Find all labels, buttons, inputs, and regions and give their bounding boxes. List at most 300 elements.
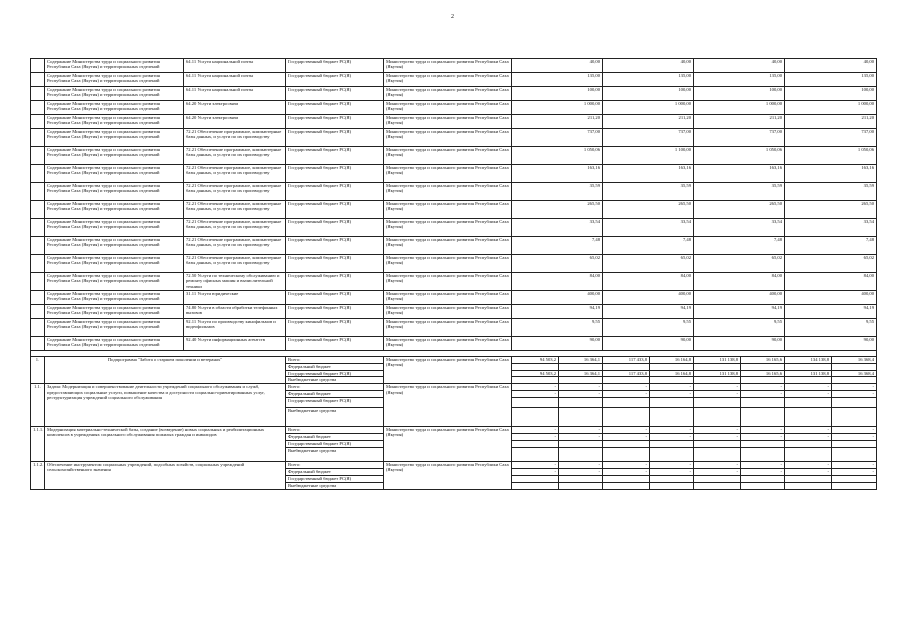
- amount-2013: 65,02: [603, 255, 694, 273]
- measure-amount: -: [785, 433, 832, 440]
- task-amount: -: [741, 390, 785, 397]
- amount-2012: 135,00: [512, 73, 603, 87]
- subprogram-amount: [741, 363, 785, 370]
- okved-cell: 72.50 Услуги по техническому обслуживанию и ремонту офисных машин и вычислительной техники: [184, 273, 286, 291]
- expense-row: [31, 59, 877, 73]
- measure-amount: -: [741, 426, 785, 433]
- measure-amount: -: [694, 461, 741, 468]
- measure-amount: [559, 475, 603, 482]
- customer-cell: Министерство труда и социального развития Республики Саха (Якутия): [384, 201, 512, 219]
- amount-2015: 84,00: [785, 273, 877, 291]
- task-amount: [650, 407, 694, 426]
- customer-cell: Министерство труда и социального развития Республики Саха (Якутия): [384, 165, 512, 183]
- index-cell: [31, 183, 45, 201]
- measure-amount: [512, 475, 559, 482]
- fund-label: Внебюджетные средства: [286, 447, 384, 461]
- measure-row: [31, 461, 877, 468]
- measure-amount: [559, 447, 603, 461]
- amount-2015: 265,50: [785, 201, 877, 219]
- expense-row: [31, 291, 877, 305]
- amount-2015: 400,00: [785, 291, 877, 305]
- measure-amount: [741, 482, 785, 489]
- amount-2012: 65,02: [512, 255, 603, 273]
- measure-amount: -: [650, 461, 694, 468]
- expense-row: [31, 201, 877, 219]
- task-number: 1.1.: [31, 384, 45, 427]
- measure-number: 1.1.2.: [31, 461, 45, 489]
- customer-cell: Министерство труда и социального развития Республики Саха (Якутия): [384, 101, 512, 115]
- subprogram-amount: [650, 363, 694, 370]
- amount-2015: 211,20: [785, 115, 877, 129]
- amount-2014: 265,50: [694, 201, 785, 219]
- amount-2012: 33,54: [512, 219, 603, 237]
- customer-cell: Министерство труда и социального развития Республики Саха (Якутия): [384, 426, 512, 461]
- okved-cell: 31.11 Услуги юридические: [184, 291, 286, 305]
- amount-2012: 35,59: [512, 183, 603, 201]
- index-cell: [31, 237, 45, 255]
- index-cell: [31, 165, 45, 183]
- amount-2015: 33,54: [785, 219, 877, 237]
- subprogram-amount: 94 503,2: [512, 357, 559, 364]
- expense-row: [31, 219, 877, 237]
- subprogram-amount: 131 138,8: [694, 357, 741, 364]
- subprogram-amount: [694, 363, 741, 370]
- executor-cell: Содержание Министерства труда и социального развития Республики Саха (Якутия) и территориальных отделений: [45, 59, 184, 73]
- measure-amount: -: [559, 426, 603, 433]
- measure-amount: -: [650, 468, 694, 475]
- task-amount: -: [650, 384, 694, 391]
- customer-cell: Министерство труда и социального развития Республики Саха (Якутия): [384, 337, 512, 351]
- measure-amount: -: [694, 433, 741, 440]
- task-amount: -: [603, 390, 650, 397]
- expense-row: [31, 237, 877, 255]
- amount-2012: 94,19: [512, 305, 603, 319]
- measure-amount: -: [512, 433, 559, 440]
- task-amount: [603, 397, 650, 407]
- executor-cell: Содержание Министерства труда и социального развития Республики Саха (Якутия) и территориальных отделений: [45, 305, 184, 319]
- customer-cell: Министерство труда и социального развития Республики Саха (Якутия): [384, 219, 512, 237]
- okved-cell: 74.80 Услуги в области обработки телефонных вызовов: [184, 305, 286, 319]
- task-amount: [559, 407, 603, 426]
- task-amount: [603, 407, 650, 426]
- amount-2015: 94,19: [785, 305, 877, 319]
- amount-2014: 737,00: [694, 129, 785, 147]
- measure-amount: [832, 447, 877, 461]
- measure-number: 1.1.1.: [31, 426, 45, 461]
- measure-amount: -: [694, 426, 741, 433]
- task-amount: -: [512, 390, 559, 397]
- funding-source-cell: Государственный бюджет РС(Я): [286, 115, 384, 129]
- amount-2012: 737,00: [512, 129, 603, 147]
- amount-2015: 1 000,00: [785, 101, 877, 115]
- index-cell: [31, 73, 45, 87]
- expense-row: [31, 101, 877, 115]
- funding-source-cell: Государственный бюджет РС(Я): [286, 183, 384, 201]
- index-cell: [31, 255, 45, 273]
- executor-cell: Содержание Министерства труда и социального развития Республики Саха (Якутия) и территориальных отделений: [45, 237, 184, 255]
- task-amount: [694, 407, 741, 426]
- amount-2014: 65,02: [694, 255, 785, 273]
- subprogram-amount: [832, 377, 877, 384]
- measure-amount: [512, 440, 559, 447]
- amount-2014: 35,59: [694, 183, 785, 201]
- okved-cell: 92.11 Услуги по производству кинофильмов и видеофильмов: [184, 319, 286, 337]
- subprogram-amount: [650, 377, 694, 384]
- task-amount: [832, 407, 877, 426]
- measure-amount: [785, 447, 832, 461]
- subprogram-amount: 134 138,8: [785, 357, 832, 364]
- measure-amount: [603, 475, 650, 482]
- amount-2012: 163,16: [512, 165, 603, 183]
- measure-amount: -: [694, 468, 741, 475]
- okved-cell: 72.21 Обеспечение программное, компьютерные базы данных, и услуги по их производству: [184, 237, 286, 255]
- measure-amount: [512, 447, 559, 461]
- measure-amount: [559, 482, 603, 489]
- executor-cell: Содержание Министерства труда и социального развития Республики Саха (Якутия) и территориальных отделений: [45, 183, 184, 201]
- amount-2014: 100,00: [694, 87, 785, 101]
- customer-cell: Министерство труда и социального развития Республики Саха (Якутия): [384, 291, 512, 305]
- subprogram-amount: 16 364,1: [559, 370, 603, 377]
- amount-2014: 33,54: [694, 219, 785, 237]
- amount-2012: 9,55: [512, 319, 603, 337]
- subprogram-amount: 94 503,2: [512, 370, 559, 377]
- fund-label: Федеральный бюджет: [286, 363, 384, 370]
- customer-cell: Министерство труда и социального развития Республики Саха (Якутия): [384, 273, 512, 291]
- amount-2013: 400,00: [603, 291, 694, 305]
- index-cell: [31, 273, 45, 291]
- executor-cell: Содержание Министерства труда и социального развития Республики Саха (Якутия) и территориальных отделений: [45, 319, 184, 337]
- amount-2014: 90,00: [694, 337, 785, 351]
- measure-amount: [512, 482, 559, 489]
- amount-2013: 90,00: [603, 337, 694, 351]
- amount-2015: 1 050,06: [785, 147, 877, 165]
- task-amount: [512, 397, 559, 407]
- funding-source-cell: Государственный бюджет РС(Я): [286, 337, 384, 351]
- amount-2014: 40,00: [694, 59, 785, 73]
- subprogram-amount: [785, 363, 832, 370]
- task-amount: [512, 407, 559, 426]
- fund-label: Государственный бюджет РС(Я): [286, 370, 384, 377]
- measure-amount: [650, 482, 694, 489]
- executor-cell: Содержание Министерства труда и социального развития Республики Саха (Якутия) и территориальных отделений: [45, 129, 184, 147]
- amount-2012: 1 050,06: [512, 147, 603, 165]
- measure-amount: -: [650, 426, 694, 433]
- measure-amount: -: [559, 468, 603, 475]
- measure-amount: [694, 440, 741, 447]
- customer-cell: Министерство труда и социального развития Республики Саха (Якутия): [384, 319, 512, 337]
- measure-title: Обеспечение инструментом социальных учреждений, подсобных хозяйств, социальных учреждений сельскохозяйственного значения: [45, 461, 286, 489]
- executor-cell: Содержание Министерства труда и социального развития Республики Саха (Якутия) и территориальных отделений: [45, 165, 184, 183]
- expense-row: [31, 305, 877, 319]
- amount-2013: 100,00: [603, 87, 694, 101]
- measure-amount: -: [559, 461, 603, 468]
- measure-amount: [741, 475, 785, 482]
- subprogram-amount: [559, 363, 603, 370]
- fund-label: Всего:: [286, 461, 384, 468]
- measure-amount: -: [741, 433, 785, 440]
- amount-2014: 1 050,06: [694, 147, 785, 165]
- fund-label: Федеральный бюджет: [286, 390, 384, 397]
- amount-2014: 94,19: [694, 305, 785, 319]
- funding-source-cell: Государственный бюджет РС(Я): [286, 165, 384, 183]
- okved-cell: 72.21 Обеспечение программное, компьютерные базы данных, и услуги по их производству: [184, 129, 286, 147]
- customer-cell: Министерство труда и социального развития Республики Саха (Якутия): [384, 237, 512, 255]
- customer-cell: Министерство труда и социального развития Республики Саха (Якутия): [384, 59, 512, 73]
- customer-cell: Министерство труда и социального развития Республики Саха (Якутия): [384, 255, 512, 273]
- funding-source-cell: Государственный бюджет РС(Я): [286, 101, 384, 115]
- fund-label: Федеральный бюджет: [286, 468, 384, 475]
- okved-cell: 64.20 Услуги электросвязи: [184, 101, 286, 115]
- amount-2014: 7,48: [694, 237, 785, 255]
- amount-2013: 7,48: [603, 237, 694, 255]
- amount-2014: 84,00: [694, 273, 785, 291]
- task-amount: -: [512, 384, 559, 391]
- amount-2012: 1 000,00: [512, 101, 603, 115]
- measure-amount: -: [559, 433, 603, 440]
- task-amount: -: [603, 384, 650, 391]
- expense-row: [31, 73, 877, 87]
- amount-2015: 90,00: [785, 337, 877, 351]
- amount-2014: 1 000,00: [694, 101, 785, 115]
- expense-row: [31, 147, 877, 165]
- customer-cell: Министерство труда и социального развития Республики Саха (Якутия): [384, 129, 512, 147]
- fund-label: Государственный бюджет РС(Я): [286, 397, 384, 407]
- measure-amount: -: [603, 461, 650, 468]
- measure-amount: [694, 482, 741, 489]
- expense-row: [31, 255, 877, 273]
- expense-row: [31, 165, 877, 183]
- subprogram-amount: [512, 363, 559, 370]
- funding-source-cell: Государственный бюджет РС(Я): [286, 201, 384, 219]
- task-amount: -: [832, 390, 877, 397]
- funding-source-cell: Государственный бюджет РС(Я): [286, 147, 384, 165]
- task-amount: -: [694, 384, 741, 391]
- amount-2013: 33,54: [603, 219, 694, 237]
- funding-source-cell: Государственный бюджет РС(Я): [286, 255, 384, 273]
- index-cell: [31, 115, 45, 129]
- subprogram-amount: [603, 377, 650, 384]
- amount-2013: 84,00: [603, 273, 694, 291]
- funding-source-cell: Государственный бюджет РС(Я): [286, 319, 384, 337]
- subprogram-amount: [832, 363, 877, 370]
- funding-source-cell: Государственный бюджет РС(Я): [286, 291, 384, 305]
- task-amount: [741, 407, 785, 426]
- okved-cell: 92.40 Услуги информационных агентств: [184, 337, 286, 351]
- measure-amount: [603, 482, 650, 489]
- measure-amount: [603, 440, 650, 447]
- measure-amount: -: [512, 461, 559, 468]
- index-cell: [31, 219, 45, 237]
- amount-2013: 94,19: [603, 305, 694, 319]
- executor-cell: Содержание Министерства труда и социального развития Республики Саха (Якутия) и территориальных отделений: [45, 101, 184, 115]
- amount-2013: 9,55: [603, 319, 694, 337]
- okved-cell: 64.11 Услуги национальной почты: [184, 87, 286, 101]
- amount-2015: 135,00: [785, 73, 877, 87]
- amount-2015: 65,02: [785, 255, 877, 273]
- funding-source-cell: Государственный бюджет РС(Я): [286, 237, 384, 255]
- measure-amount: [832, 482, 877, 489]
- measure-amount: -: [832, 433, 877, 440]
- amount-2015: 7,48: [785, 237, 877, 255]
- measure-amount: [650, 475, 694, 482]
- task-amount: [694, 397, 741, 407]
- task-amount: -: [559, 390, 603, 397]
- executor-cell: Содержание Министерства труда и социального развития Республики Саха (Якутия) и территориальных отделений: [45, 291, 184, 305]
- subprogram-amount: 117 433,8: [603, 370, 650, 377]
- subprogram-amount: 16 364,1: [559, 357, 603, 364]
- customer-cell: Министерство труда и социального развития Республики Саха (Якутия): [384, 87, 512, 101]
- amount-2013: 737,00: [603, 129, 694, 147]
- amount-2014: 163,16: [694, 165, 785, 183]
- okved-cell: 72.21 Обеспечение программное, компьютерные базы данных, и услуги по их производству: [184, 165, 286, 183]
- customer-cell: Министерство труда и социального развития Республики Саха (Якутия): [384, 115, 512, 129]
- measure-amount: [694, 447, 741, 461]
- amount-2012: 84,00: [512, 273, 603, 291]
- task-amount: -: [785, 384, 832, 391]
- measure-amount: -: [832, 426, 877, 433]
- fund-label: Внебюджетные средства: [286, 407, 384, 426]
- measure-amount: [741, 447, 785, 461]
- subprogram-amount: [512, 377, 559, 384]
- task-amount: [785, 397, 832, 407]
- amount-2012: 40,00: [512, 59, 603, 73]
- index-cell: [31, 319, 45, 337]
- amount-2012: 7,48: [512, 237, 603, 255]
- subprogram-amount: 16 368,4: [832, 370, 877, 377]
- amount-2012: 100,00: [512, 87, 603, 101]
- measure-amount: -: [741, 461, 785, 468]
- index-cell: [31, 201, 45, 219]
- subprogram-amount: 16 165,6: [741, 357, 785, 364]
- amount-2013: 1 000,00: [603, 101, 694, 115]
- task-amount: [650, 397, 694, 407]
- task-amount: [785, 407, 832, 426]
- amount-2012: 265,50: [512, 201, 603, 219]
- measure-amount: -: [785, 468, 832, 475]
- amount-2012: 90,00: [512, 337, 603, 351]
- subprogram-amount: 16 164,8: [650, 357, 694, 364]
- task-amount: -: [559, 384, 603, 391]
- amount-2012: 211,20: [512, 115, 603, 129]
- amount-2015: 9,55: [785, 319, 877, 337]
- index-cell: [31, 101, 45, 115]
- fund-label: Государственный бюджет РС(Я): [286, 440, 384, 447]
- measure-amount: [785, 475, 832, 482]
- executor-cell: Содержание Министерства труда и социального развития Республики Саха (Якутия) и территориальных отделений: [45, 273, 184, 291]
- expense-row: [31, 337, 877, 351]
- measure-amount: [785, 482, 832, 489]
- amount-2014: 211,20: [694, 115, 785, 129]
- okved-cell: 64.11 Услуги национальной почты: [184, 73, 286, 87]
- task-amount: -: [785, 390, 832, 397]
- measure-amount: -: [832, 461, 877, 468]
- executor-cell: Содержание Министерства труда и социального развития Республики Саха (Якутия) и территориальных отделений: [45, 255, 184, 273]
- measure-amount: [694, 475, 741, 482]
- funding-source-cell: Государственный бюджет РС(Я): [286, 59, 384, 73]
- page-number: 2: [451, 14, 454, 20]
- executor-cell: Содержание Министерства труда и социального развития Республики Саха (Якутия) и территориальных отделений: [45, 73, 184, 87]
- measure-amount: -: [650, 433, 694, 440]
- executor-cell: Содержание Министерства труда и социального развития Республики Саха (Якутия) и территориальных отделений: [45, 87, 184, 101]
- index-cell: [31, 129, 45, 147]
- subprogram-row: [31, 357, 877, 364]
- measure-amount: [650, 440, 694, 447]
- task-amount: -: [694, 390, 741, 397]
- measure-amount: -: [741, 468, 785, 475]
- amount-2014: 400,00: [694, 291, 785, 305]
- index-cell: [31, 59, 45, 73]
- subprogram-amount: [559, 377, 603, 384]
- amount-2013: 163,16: [603, 165, 694, 183]
- amount-2015: 35,59: [785, 183, 877, 201]
- fund-label: Федеральный бюджет: [286, 433, 384, 440]
- measure-amount: [741, 440, 785, 447]
- task-amount: -: [650, 390, 694, 397]
- amount-2014: 135,00: [694, 73, 785, 87]
- measure-amount: [785, 440, 832, 447]
- measure-amount: -: [785, 426, 832, 433]
- fund-label: Государственный бюджет РС(Я): [286, 475, 384, 482]
- index-cell: [31, 147, 45, 165]
- fund-label: Внебюджетные средства: [286, 482, 384, 489]
- executor-cell: Содержание Министерства труда и социального развития Республики Саха (Якутия) и территориальных отделений: [45, 219, 184, 237]
- amount-2013: 135,00: [603, 73, 694, 87]
- okved-cell: 72.21 Обеспечение программное, компьютерные базы данных, и услуги по их производству: [184, 255, 286, 273]
- amount-2014: 9,55: [694, 319, 785, 337]
- customer-cell: Министерство труда и социального развития Республики Саха (Якутия): [384, 305, 512, 319]
- customer-cell: Министерство труда и социального развития Республики Саха (Якутия): [384, 461, 512, 489]
- amount-2013: 40,00: [603, 59, 694, 73]
- task-amount: -: [741, 384, 785, 391]
- funding-source-cell: Государственный бюджет РС(Я): [286, 219, 384, 237]
- okved-cell: 72.21 Обеспечение программное, компьютерные базы данных, и услуги по их производству: [184, 147, 286, 165]
- funding-source-cell: Государственный бюджет РС(Я): [286, 87, 384, 101]
- fund-label: Внебюджетные средства: [286, 377, 384, 384]
- task-amount: -: [832, 384, 877, 391]
- subprogram-amount: 131 138,8: [694, 370, 741, 377]
- amount-2015: 163,16: [785, 165, 877, 183]
- subprogram-amount: 117 433,8: [603, 357, 650, 364]
- amount-2013: 265,50: [603, 201, 694, 219]
- subprogram-amount: [603, 363, 650, 370]
- fund-label: Всего:: [286, 426, 384, 433]
- measure-amount: -: [785, 461, 832, 468]
- task-amount: [832, 397, 877, 407]
- fund-label: Всего:: [286, 357, 384, 364]
- executor-cell: Содержание Министерства труда и социального развития Республики Саха (Якутия) и территориальных отделений: [45, 147, 184, 165]
- okved-cell: 72.21 Обеспечение программное, компьютерные базы данных, и услуги по их производству: [184, 201, 286, 219]
- subprogram-amount: 16 164,8: [650, 370, 694, 377]
- subprogram-amount: [694, 377, 741, 384]
- amount-2013: 35,59: [603, 183, 694, 201]
- funding-source-cell: Государственный бюджет РС(Я): [286, 129, 384, 147]
- measure-amount: -: [603, 433, 650, 440]
- customer-cell: Министерство труда и социального развития Республики Саха (Якутия): [384, 357, 512, 384]
- amount-2013: 211,20: [603, 115, 694, 129]
- expense-row: [31, 319, 877, 337]
- subprogram-amount: [741, 377, 785, 384]
- expense-row: [31, 183, 877, 201]
- customer-cell: Министерство труда и социального развития Республики Саха (Якутия): [384, 183, 512, 201]
- funding-source-cell: Государственный бюджет РС(Я): [286, 305, 384, 319]
- amount-2015: 737,00: [785, 129, 877, 147]
- task-title: Задача: Модернизация и совершенствование деятельности учреждений социального обслуживания и служб, предоставляющих социальные услуги, повышение качества и доступности социально-ориентированных услуг, реструктуризация учреждений социального обслуживания: [45, 384, 286, 427]
- measure-row: [31, 426, 877, 433]
- index-cell: [31, 291, 45, 305]
- measure-amount: -: [603, 468, 650, 475]
- measure-amount: -: [512, 468, 559, 475]
- executor-cell: Содержание Министерства труда и социального развития Республики Саха (Якутия) и территориальных отделений: [45, 337, 184, 351]
